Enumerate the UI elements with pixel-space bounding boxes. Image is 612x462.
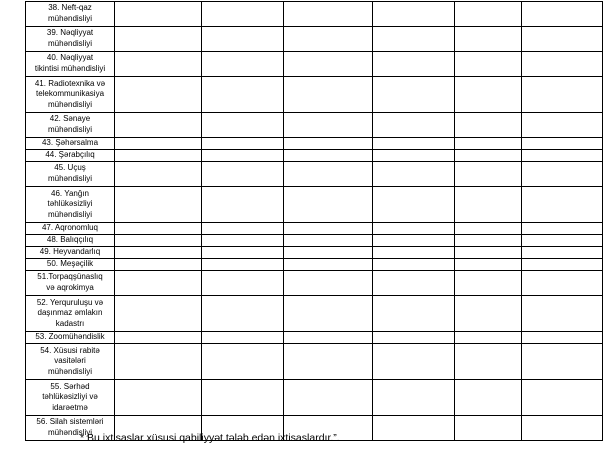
specialty-name-cell: 39. Nəqliyyat mühəndisliyi — [26, 27, 115, 52]
empty-cell — [202, 259, 284, 271]
empty-cell — [373, 271, 455, 296]
empty-cell — [373, 187, 455, 223]
table-row — [26, 77, 603, 113]
empty-cell — [115, 259, 202, 271]
specialty-name-cell: 47. Aqronomluq — [26, 223, 115, 235]
empty-cell — [522, 235, 603, 247]
empty-cell — [522, 380, 603, 416]
empty-cell — [284, 77, 373, 113]
empty-cell — [284, 247, 373, 259]
empty-cell — [202, 138, 284, 150]
empty-cell — [455, 187, 522, 223]
empty-cell — [115, 187, 202, 223]
empty-cell — [284, 271, 373, 296]
empty-cell — [284, 332, 373, 344]
table-row — [26, 113, 603, 138]
empty-cell — [202, 247, 284, 259]
empty-cell — [284, 52, 373, 77]
empty-cell — [373, 27, 455, 52]
empty-cell — [522, 150, 603, 162]
table-row — [26, 344, 603, 380]
specialty-table — [25, 1, 603, 441]
empty-cell — [455, 2, 522, 27]
specialty-name-cell: 54. Xüsusi rabitə vasitələri mühəndisliyi — [26, 344, 115, 380]
empty-cell — [455, 27, 522, 52]
empty-cell — [202, 296, 284, 332]
empty-cell — [115, 52, 202, 77]
empty-cell — [522, 344, 603, 380]
empty-cell — [373, 416, 455, 441]
specialty-name-cell: 42. Sənaye mühəndisliyi — [26, 113, 115, 138]
empty-cell — [202, 332, 284, 344]
empty-cell — [202, 52, 284, 77]
empty-cell — [115, 223, 202, 235]
empty-cell — [284, 296, 373, 332]
empty-cell — [202, 77, 284, 113]
table-row — [26, 162, 603, 187]
empty-cell — [522, 247, 603, 259]
specialty-name-cell: 48. Balıqçılıq — [26, 235, 115, 247]
empty-cell — [522, 223, 603, 235]
empty-cell — [455, 138, 522, 150]
empty-cell — [284, 235, 373, 247]
footnote: * Bu ixtisaslar xüsusi qabiliyyət tələb edən ixtisaslardır.”. — [80, 432, 340, 444]
empty-cell — [455, 344, 522, 380]
empty-cell — [455, 271, 522, 296]
empty-cell — [522, 296, 603, 332]
empty-cell — [373, 296, 455, 332]
empty-cell — [284, 344, 373, 380]
empty-cell — [455, 416, 522, 441]
empty-cell — [373, 223, 455, 235]
specialty-name-cell: 43. Şəhərsalma — [26, 138, 115, 150]
empty-cell — [115, 77, 202, 113]
empty-cell — [455, 162, 522, 187]
empty-cell — [202, 271, 284, 296]
empty-cell — [284, 380, 373, 416]
empty-cell — [115, 271, 202, 296]
specialty-name-cell: 55. Sərhəd təhlükəsizliyi və idarəetmə — [26, 380, 115, 416]
empty-cell — [202, 380, 284, 416]
specialty-name-cell: 53. Zoomühəndislik — [26, 332, 115, 344]
specialty-name-cell: 46. Yanğın təhlükəsizliyi mühəndisliyi — [26, 187, 115, 223]
empty-cell — [284, 150, 373, 162]
empty-cell — [115, 150, 202, 162]
empty-cell — [373, 77, 455, 113]
empty-cell — [202, 150, 284, 162]
empty-cell — [455, 150, 522, 162]
specialty-name-cell: 49. Heyvandarlıq — [26, 247, 115, 259]
empty-cell — [455, 247, 522, 259]
empty-cell — [115, 113, 202, 138]
empty-cell — [115, 380, 202, 416]
empty-cell — [284, 27, 373, 52]
empty-cell — [522, 162, 603, 187]
empty-cell — [455, 235, 522, 247]
empty-cell — [115, 27, 202, 52]
empty-cell — [202, 113, 284, 138]
empty-cell — [115, 296, 202, 332]
empty-cell — [202, 187, 284, 223]
empty-cell — [115, 162, 202, 187]
empty-cell — [455, 259, 522, 271]
empty-cell — [115, 235, 202, 247]
empty-cell — [455, 223, 522, 235]
specialty-name-cell: 40. Nəqliyyat tikintisi mühəndisliyi — [26, 52, 115, 77]
specialty-name-cell: 45. Uçuş mühəndisliyi — [26, 162, 115, 187]
empty-cell — [522, 416, 603, 441]
empty-cell — [284, 223, 373, 235]
table-row — [26, 259, 603, 271]
empty-cell — [522, 259, 603, 271]
empty-cell — [522, 332, 603, 344]
empty-cell — [202, 2, 284, 27]
empty-cell — [202, 27, 284, 52]
table-row — [26, 27, 603, 52]
specialty-name-cell: 41. Radiotexnika və telekommunikasiya mühəndisliyi — [26, 77, 115, 113]
empty-cell — [522, 187, 603, 223]
specialty-name-cell: 44. Şərabçılıq — [26, 150, 115, 162]
empty-cell — [373, 332, 455, 344]
empty-cell — [455, 52, 522, 77]
empty-cell — [115, 344, 202, 380]
empty-cell — [373, 113, 455, 138]
empty-cell — [522, 138, 603, 150]
table-row — [26, 223, 603, 235]
empty-cell — [284, 162, 373, 187]
empty-cell — [284, 2, 373, 27]
empty-cell — [522, 52, 603, 77]
table-row — [26, 138, 603, 150]
table-row — [26, 235, 603, 247]
table-row — [26, 271, 603, 296]
table-row — [26, 187, 603, 223]
empty-cell — [284, 138, 373, 150]
empty-cell — [522, 27, 603, 52]
empty-cell — [115, 138, 202, 150]
specialty-name-cell: 51.Torpaqşünaslıq və aqrokimya — [26, 271, 115, 296]
table-row — [26, 52, 603, 77]
empty-cell — [455, 113, 522, 138]
empty-cell — [373, 259, 455, 271]
empty-cell — [522, 113, 603, 138]
empty-cell — [202, 235, 284, 247]
empty-cell — [373, 138, 455, 150]
empty-cell — [455, 380, 522, 416]
empty-cell — [373, 52, 455, 77]
empty-cell — [455, 77, 522, 113]
empty-cell — [202, 223, 284, 235]
empty-cell — [373, 344, 455, 380]
empty-cell — [284, 113, 373, 138]
empty-cell — [455, 332, 522, 344]
table-row — [26, 150, 603, 162]
empty-cell — [202, 344, 284, 380]
table-row — [26, 247, 603, 259]
specialty-name-cell: 56. Silah sistemləri mühəndisliyi — [26, 416, 115, 441]
empty-cell — [522, 77, 603, 113]
table-row — [26, 2, 603, 27]
table-row — [26, 296, 603, 332]
empty-cell — [284, 259, 373, 271]
empty-cell — [522, 2, 603, 27]
empty-cell — [373, 247, 455, 259]
empty-cell — [202, 162, 284, 187]
empty-cell — [455, 296, 522, 332]
specialty-name-cell: 50. Meşəçilik — [26, 259, 115, 271]
empty-cell — [373, 380, 455, 416]
empty-cell — [522, 271, 603, 296]
specialty-name-cell: 52. Yerquruluşu və daşınmaz əmlakın kadastrı — [26, 296, 115, 332]
empty-cell — [373, 150, 455, 162]
specialty-name-cell: 38. Neft-qaz mühəndisliyi — [26, 2, 115, 27]
table-row — [26, 332, 603, 344]
empty-cell — [373, 235, 455, 247]
empty-cell — [284, 187, 373, 223]
table-row — [26, 380, 603, 416]
empty-cell — [373, 2, 455, 27]
empty-cell — [115, 332, 202, 344]
empty-cell — [115, 2, 202, 27]
empty-cell — [115, 247, 202, 259]
empty-cell — [373, 162, 455, 187]
